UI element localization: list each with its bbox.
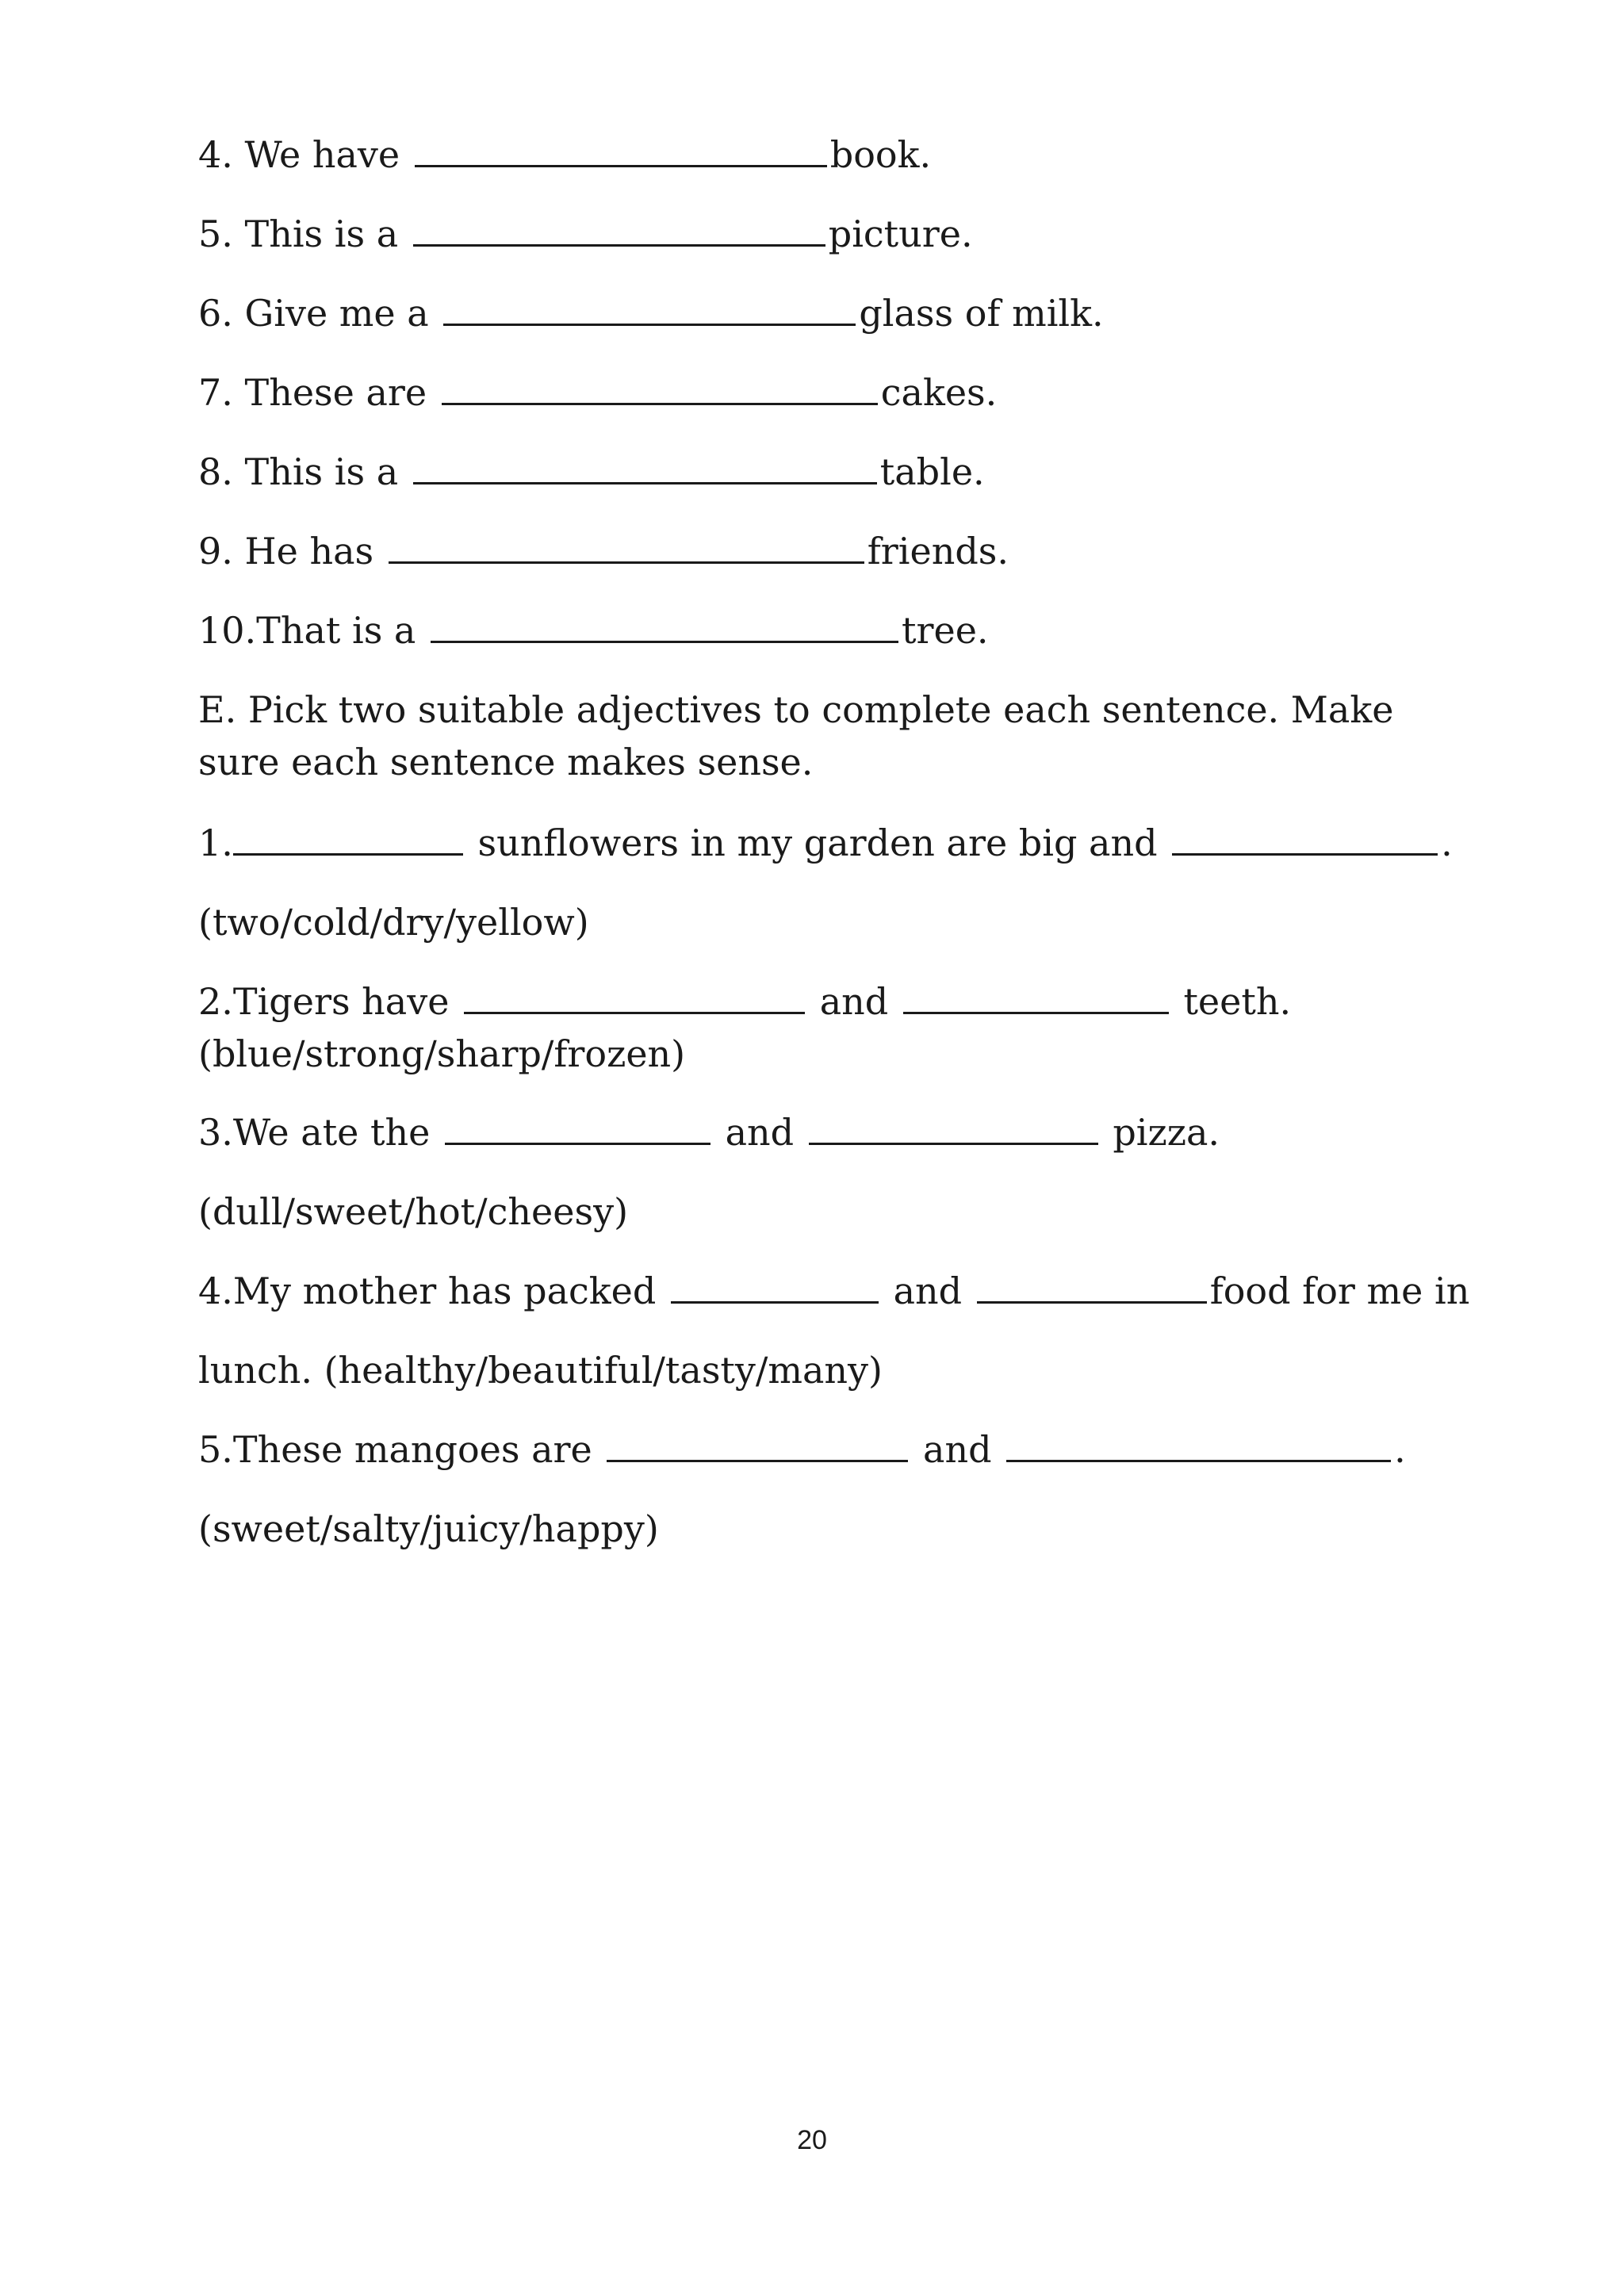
answer-blank[interactable] — [607, 1423, 908, 1462]
section-e-question-3 — [198, 1106, 1220, 1158]
exercise-item — [198, 287, 1104, 339]
answer-blank[interactable] — [442, 366, 878, 405]
options-text: (two/cold/dry/yellow) — [198, 901, 589, 944]
item-text: 2.Tigers have — [198, 980, 450, 1023]
section-e-question-5 — [198, 1423, 1406, 1476]
answer-blank[interactable] — [445, 1106, 710, 1145]
item-text: cakes. — [880, 371, 998, 414]
item-text: table. — [879, 450, 985, 493]
section-e-instruction: E. Pick two suitable adjectives to complete each sentence. Make sure each sentence makes sense. — [198, 688, 1394, 783]
options-text: (blue/strong/sharp/frozen) — [198, 1032, 686, 1075]
item-text: and — [819, 980, 889, 1023]
item-text: . — [1394, 1428, 1406, 1471]
item-text: sunflowers in my garden are big and — [477, 821, 1158, 864]
section-e-question-4 — [198, 1265, 1469, 1317]
item-text: 7. These are — [198, 371, 427, 414]
answer-blank[interactable] — [415, 128, 827, 167]
item-text: friends. — [867, 530, 1009, 573]
section-e-question-1 — [198, 817, 1453, 869]
item-text: and — [725, 1111, 795, 1154]
answer-blank[interactable] — [413, 208, 825, 247]
item-text: 5. This is a — [198, 213, 399, 255]
item-text: 4.My mother has packed — [198, 1270, 657, 1312]
exercise-item — [198, 128, 931, 181]
answer-blank[interactable] — [233, 817, 463, 856]
item-text: food for me in — [1209, 1270, 1470, 1312]
answer-blank[interactable] — [903, 975, 1169, 1014]
item-text: book. — [829, 133, 932, 176]
answer-blank[interactable] — [443, 287, 856, 326]
answer-blank[interactable] — [389, 525, 864, 564]
item-text: 10.That is a — [198, 609, 416, 652]
item-text: tree. — [902, 609, 989, 652]
answer-blank[interactable] — [413, 446, 877, 484]
exercise-item — [198, 604, 989, 657]
item-text: . — [1441, 821, 1453, 864]
item-text: 8. This is a — [198, 450, 399, 493]
answer-blank[interactable] — [464, 975, 805, 1014]
answer-blank[interactable] — [809, 1106, 1098, 1145]
item-text: teeth. — [1183, 980, 1292, 1023]
item-text: 1. — [198, 821, 233, 864]
answer-blank[interactable] — [1006, 1423, 1391, 1462]
item-text: 5.These mangoes are — [198, 1428, 592, 1471]
answer-blank[interactable] — [977, 1265, 1207, 1304]
answer-blank[interactable] — [671, 1265, 879, 1304]
item-text: and — [923, 1428, 992, 1471]
answer-blank[interactable] — [431, 604, 898, 643]
item-text: 9. He has — [198, 530, 374, 573]
item-text: 4. We have — [198, 133, 400, 176]
exercise-item — [198, 208, 973, 260]
exercise-item — [198, 366, 997, 419]
options-text: lunch. (healthy/beautiful/tasty/many) — [198, 1349, 883, 1392]
item-text: picture. — [828, 213, 973, 255]
item-text: pizza. — [1113, 1111, 1220, 1154]
item-text: glass of milk. — [859, 292, 1104, 335]
item-text: 3.We ate the — [198, 1111, 431, 1154]
answer-blank[interactable] — [1172, 817, 1438, 856]
options-text: (dull/sweet/hot/cheesy) — [198, 1190, 629, 1233]
item-text: 6. Give me a — [198, 292, 429, 335]
page-number: 20 — [797, 2125, 827, 2155]
exercise-item — [198, 525, 1009, 577]
exercise-item — [198, 446, 985, 498]
options-text: (sweet/salty/juicy/happy) — [198, 1507, 659, 1550]
item-text: and — [893, 1270, 963, 1312]
section-e-question-2 — [198, 975, 1291, 1028]
